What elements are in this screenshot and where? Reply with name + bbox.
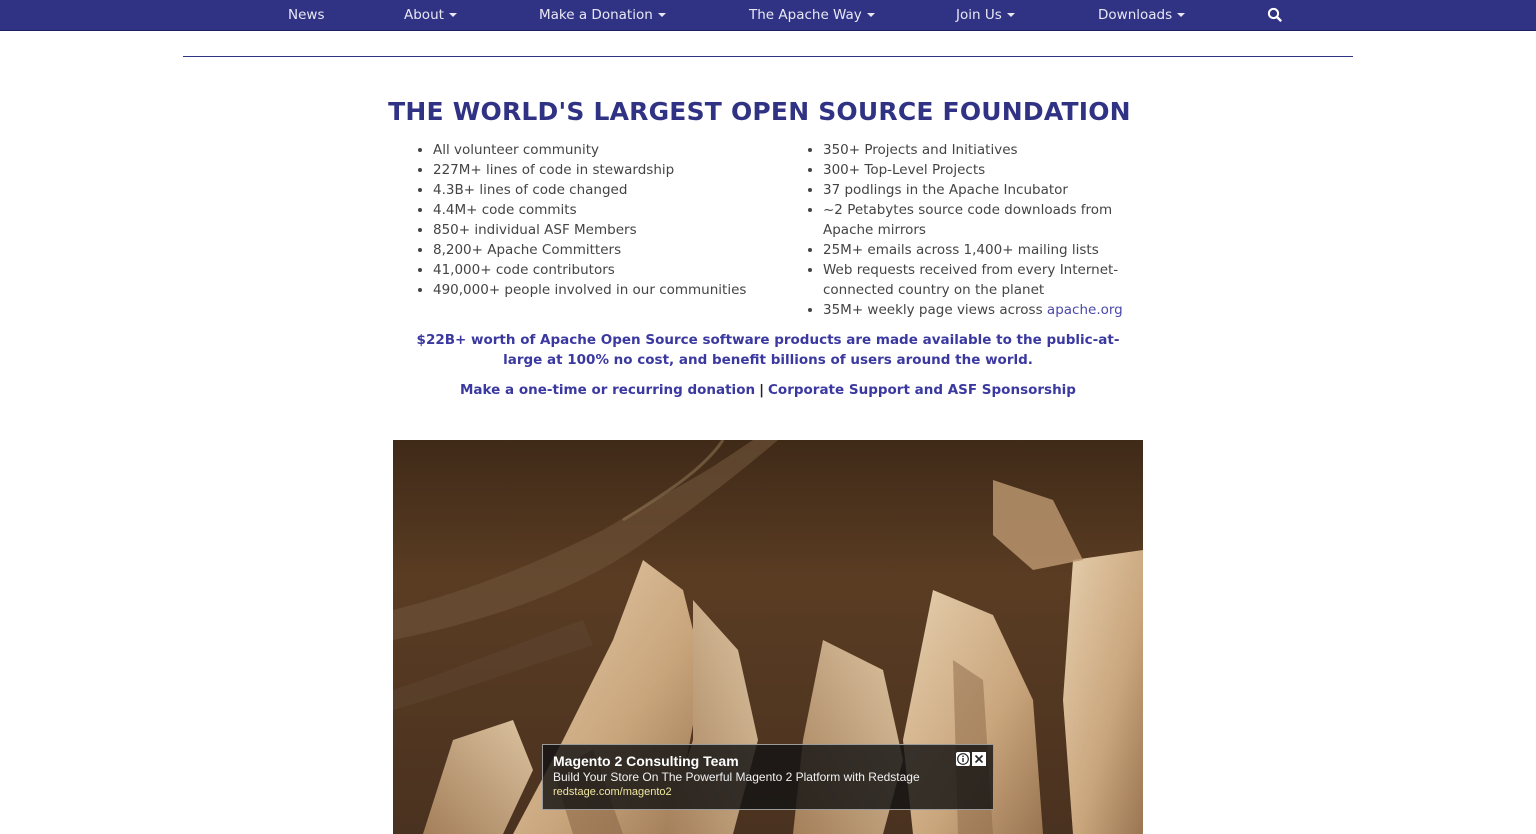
- list-item: • 850+ individual ASF Members: [433, 220, 803, 240]
- info-icon: [956, 752, 970, 766]
- value-statement: $22B+ worth of Apache Open Source software products are made available to the public-at-large at 100% no cost, and benefit billions of users around the world.: [416, 332, 1120, 368]
- list-item: • 227M+ lines of code in stewardship: [433, 160, 803, 180]
- search-button[interactable]: [1266, 6, 1284, 24]
- nav-the-apache-way[interactable]: [749, 6, 875, 24]
- list-item: • All volunteer community: [433, 140, 803, 160]
- ad-info-button[interactable]: [956, 752, 970, 766]
- page-headline: THE WORLD'S LARGEST OPEN SOURCE FOUNDATION: [388, 97, 1131, 126]
- caret-down-icon: [449, 13, 457, 17]
- sponsorship-link[interactable]: Corporate Support and ASF Sponsorship: [768, 382, 1076, 398]
- caret-down-icon: [867, 13, 875, 17]
- nav-news-label: News: [288, 7, 325, 23]
- nav-make-a-donation[interactable]: [539, 6, 666, 24]
- caret-down-icon: [1177, 13, 1185, 17]
- list-item: • 350+ Projects and Initiatives: [823, 140, 1153, 160]
- caret-down-icon: [658, 13, 666, 17]
- nav-downloads-label: Downloads: [1098, 7, 1173, 23]
- nav-about-label: About: [404, 7, 444, 23]
- donation-link[interactable]: Make a one-time or recurring donation: [460, 382, 756, 398]
- list-item: • 300+ Top-Level Projects: [823, 160, 1153, 180]
- nav-join-us[interactable]: [956, 6, 1015, 24]
- list-item: • 25M+ emails across 1,400+ mailing lists: [823, 240, 1153, 260]
- page-views-text: 35M+ weekly page views across: [823, 302, 1047, 318]
- list-item: • 8,200+ Apache Committers: [433, 240, 803, 260]
- ad-title[interactable]: Magento 2 Consulting Team: [553, 753, 739, 769]
- cta-separator: |: [759, 382, 765, 398]
- list-item: • ~2 Petabytes source code downloads from Apache mirrors: [823, 200, 1153, 240]
- nav-about[interactable]: [404, 6, 457, 24]
- ad-description: Build Your Store On The Powerful Magento 2 Platform with Redstage: [553, 770, 920, 784]
- list-item: • 4.4M+ code commits: [433, 200, 803, 220]
- nav-join-us-label: Join Us: [956, 7, 1002, 23]
- list-item-page-views: [823, 300, 1153, 320]
- caret-down-icon: [1007, 13, 1015, 17]
- list-item: • 4.3B+ lines of code changed: [433, 180, 803, 200]
- list-item: • 41,000+ code contributors: [433, 260, 803, 280]
- nav-downloads[interactable]: [1098, 6, 1185, 24]
- nav-donation-label: Make a Donation: [539, 7, 653, 23]
- list-item: • 490,000+ people involved in our communities: [433, 280, 803, 300]
- nav-apache-way-label: The Apache Way: [749, 7, 862, 23]
- stats-list-right: [801, 140, 1153, 320]
- ad-banner[interactable]: [542, 744, 994, 810]
- list-item: • Web requests received from every Internet-connected country on the planet: [823, 260, 1153, 300]
- nav-news[interactable]: [288, 6, 324, 24]
- header-divider: [183, 56, 1353, 57]
- ad-close-button[interactable]: [972, 752, 986, 766]
- search-icon: [1266, 6, 1284, 24]
- apache-org-link[interactable]: apache.org: [1046, 302, 1123, 318]
- list-item: • 37 podlings in the Apache Incubator: [823, 180, 1153, 200]
- ad-url[interactable]: redstage.com/magento2: [553, 786, 672, 798]
- top-navbar: [0, 0, 1536, 31]
- close-icon: [972, 752, 986, 766]
- cta-links: [0, 380, 1536, 400]
- stats-list-left: [411, 140, 803, 300]
